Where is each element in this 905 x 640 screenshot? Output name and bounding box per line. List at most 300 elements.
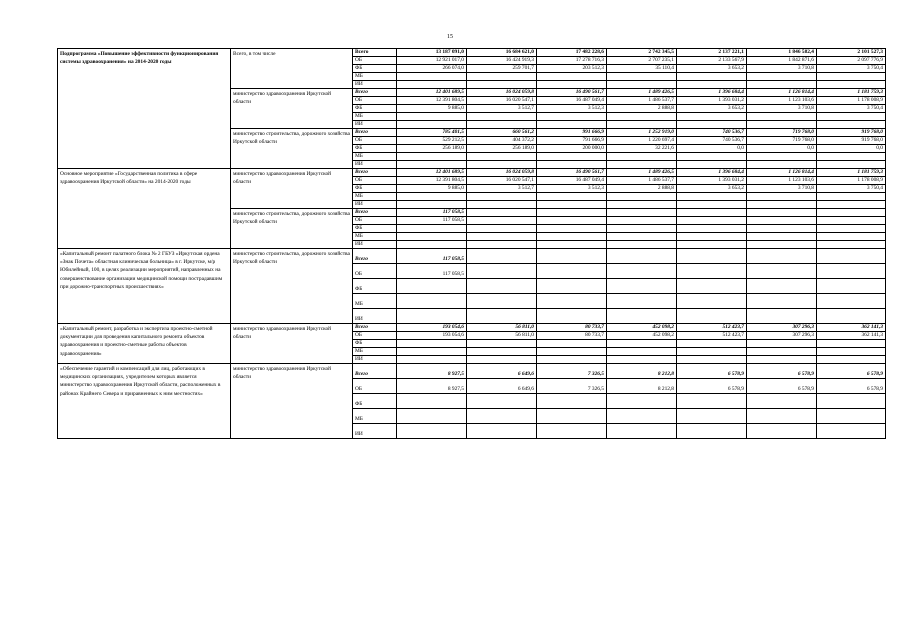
value-cell: 266 074,0: [397, 65, 467, 73]
value-cell: [537, 121, 607, 129]
value-cell: 2 133 567,9: [677, 57, 747, 65]
value-cell: [397, 233, 467, 241]
funding-source-cell: ОБ: [353, 177, 397, 185]
value-cell: 362 141,3: [817, 332, 886, 340]
table-row: [58, 169, 886, 177]
value-cell: [537, 153, 607, 161]
value-cell: [677, 217, 747, 225]
funding-source-cell: Всего: [353, 89, 397, 97]
executor-cell: министерство строительства, дорожного хозяйства Иркутской области: [231, 209, 353, 249]
value-cell: 6 578,9: [817, 379, 886, 394]
value-cell: 3 653,2: [677, 65, 747, 73]
funding-source-cell: МБ: [353, 233, 397, 241]
value-cell: 307 296,3: [747, 332, 817, 340]
value-cell: 16 684 621,0: [467, 49, 537, 57]
value-cell: 1 126 814,4: [747, 169, 817, 177]
value-cell: [747, 113, 817, 121]
value-cell: [677, 348, 747, 356]
value-cell: 8 212,8: [607, 379, 677, 394]
value-cell: [397, 340, 467, 348]
value-cell: 8 212,8: [607, 364, 677, 379]
value-cell: 12 391 804,5: [397, 177, 467, 185]
value-cell: [397, 225, 467, 233]
value-cell: [467, 394, 537, 409]
value-cell: [677, 394, 747, 409]
value-cell: [747, 225, 817, 233]
value-cell: [677, 279, 747, 294]
value-cell: [537, 309, 607, 324]
value-cell: [607, 161, 677, 169]
value-cell: [467, 121, 537, 129]
value-cell: [397, 113, 467, 121]
value-cell: [677, 233, 747, 241]
value-cell: [397, 153, 467, 161]
value-cell: [467, 309, 537, 324]
value-cell: [817, 193, 886, 201]
value-cell: 16 490 561,7: [537, 89, 607, 97]
value-cell: [747, 424, 817, 439]
value-cell: 256 189,0: [467, 145, 537, 153]
value-cell: [817, 424, 886, 439]
value-cell: [537, 241, 607, 249]
value-cell: [467, 356, 537, 364]
value-cell: [677, 121, 747, 129]
value-cell: 117 058,5: [397, 249, 467, 264]
value-cell: [607, 409, 677, 424]
value-cell: 2 101 527,3: [817, 49, 886, 57]
value-cell: [747, 348, 817, 356]
value-cell: 452 098,2: [607, 324, 677, 332]
value-cell: [817, 81, 886, 89]
value-cell: 7 326,5: [537, 379, 607, 394]
value-cell: [677, 153, 747, 161]
value-cell: 1 489 426,5: [607, 169, 677, 177]
value-cell: 362 141,3: [817, 324, 886, 332]
value-cell: [607, 424, 677, 439]
funding-source-cell: МБ: [353, 348, 397, 356]
funding-source-cell: МБ: [353, 113, 397, 121]
value-cell: [747, 294, 817, 309]
value-cell: [537, 394, 607, 409]
value-cell: [677, 264, 747, 279]
value-cell: 17 278 716,3: [537, 57, 607, 65]
funding-source-cell: МБ: [353, 73, 397, 81]
funding-source-cell: ОБ: [353, 379, 397, 394]
value-cell: [537, 113, 607, 121]
value-cell: [607, 348, 677, 356]
value-cell: [607, 249, 677, 264]
value-cell: [817, 348, 886, 356]
value-cell: 0,0: [817, 145, 886, 153]
value-cell: 3 710,8: [747, 105, 817, 113]
value-cell: [747, 201, 817, 209]
value-cell: 1 486 537,7: [607, 97, 677, 105]
funding-source-cell: МБ: [353, 153, 397, 161]
value-cell: [467, 113, 537, 121]
value-cell: 740 536,7: [677, 137, 747, 145]
funding-source-cell: ИИ: [353, 424, 397, 439]
value-cell: [607, 209, 677, 217]
value-cell: [537, 340, 607, 348]
value-cell: [537, 217, 607, 225]
value-cell: [397, 309, 467, 324]
value-cell: 1 220 697,4: [607, 137, 677, 145]
value-cell: 17 482 228,6: [537, 49, 607, 57]
value-cell: [537, 356, 607, 364]
value-cell: [537, 409, 607, 424]
funding-source-cell: ФБ: [353, 394, 397, 409]
value-cell: [607, 356, 677, 364]
funding-source-cell: Всего: [353, 169, 397, 177]
value-cell: 80 733,7: [537, 332, 607, 340]
value-cell: 6 649,6: [467, 379, 537, 394]
program-name-cell: Подпрограмма «Повышение эффективности функционирования системы здравоохранения» на 2014-2020 годы: [58, 49, 231, 169]
executor-cell: министерство строительства, дорожного хозяйства Иркутской области: [231, 249, 353, 324]
funding-source-cell: МБ: [353, 409, 397, 424]
funding-source-cell: ФБ: [353, 105, 397, 113]
value-cell: 740 536,7: [677, 129, 747, 137]
value-cell: 3 750,4: [817, 65, 886, 73]
value-cell: 16 020 547,1: [467, 97, 537, 105]
funding-source-cell: Всего: [353, 324, 397, 332]
value-cell: [817, 264, 886, 279]
value-cell: [537, 193, 607, 201]
value-cell: 12 921 017,0: [397, 57, 467, 65]
value-cell: [467, 209, 537, 217]
value-cell: 660 561,2: [467, 129, 537, 137]
value-cell: [747, 193, 817, 201]
value-cell: 200 000,0: [537, 145, 607, 153]
value-cell: [467, 249, 537, 264]
value-cell: 1 123 103,6: [747, 177, 817, 185]
value-cell: [397, 356, 467, 364]
value-cell: [397, 394, 467, 409]
funding-source-cell: Всего: [353, 129, 397, 137]
value-cell: 35 110,4: [607, 65, 677, 73]
value-cell: [677, 409, 747, 424]
value-cell: 12 391 804,5: [397, 97, 467, 105]
value-cell: 1 393 031,2: [677, 97, 747, 105]
value-cell: [677, 249, 747, 264]
value-cell: [677, 113, 747, 121]
page-number: 15: [447, 34, 453, 40]
value-cell: 6 578,9: [817, 364, 886, 379]
value-cell: 307 296,3: [747, 324, 817, 332]
value-cell: [397, 279, 467, 294]
value-cell: [677, 73, 747, 81]
value-cell: [817, 209, 886, 217]
value-cell: [537, 201, 607, 209]
value-cell: 1 396 684,4: [677, 169, 747, 177]
value-cell: 16 490 561,7: [537, 169, 607, 177]
value-cell: [817, 249, 886, 264]
value-cell: 12 401 689,5: [397, 169, 467, 177]
funding-source-cell: ФБ: [353, 65, 397, 73]
funding-source-cell: МБ: [353, 294, 397, 309]
value-cell: 719 768,0: [747, 137, 817, 145]
value-cell: [607, 113, 677, 121]
value-cell: [537, 249, 607, 264]
value-cell: [677, 201, 747, 209]
value-cell: [747, 264, 817, 279]
value-cell: [537, 348, 607, 356]
value-cell: 3 710,8: [747, 65, 817, 73]
value-cell: 3 512,7: [467, 105, 537, 113]
table-row: [58, 49, 886, 57]
value-cell: [537, 73, 607, 81]
value-cell: [467, 409, 537, 424]
value-cell: 529 212,5: [397, 137, 467, 145]
value-cell: [677, 424, 747, 439]
value-cell: [537, 279, 607, 294]
value-cell: 1 489 426,5: [607, 89, 677, 97]
table-row: [58, 324, 886, 332]
value-cell: [467, 217, 537, 225]
value-cell: [537, 264, 607, 279]
value-cell: [397, 81, 467, 89]
value-cell: 117 058,5: [397, 264, 467, 279]
value-cell: [397, 348, 467, 356]
funding-source-cell: Всего: [353, 364, 397, 379]
value-cell: 0,0: [747, 145, 817, 153]
value-cell: [677, 209, 747, 217]
value-cell: 16 020 547,1: [467, 177, 537, 185]
value-cell: 80 733,7: [537, 324, 607, 332]
value-cell: [397, 73, 467, 81]
value-cell: 1 396 684,4: [677, 89, 747, 97]
value-cell: 791 666,9: [537, 137, 607, 145]
value-cell: [677, 309, 747, 324]
value-cell: 3 653,2: [677, 185, 747, 193]
value-cell: [677, 81, 747, 89]
funding-source-cell: ФБ: [353, 225, 397, 233]
funding-source-cell: ФБ: [353, 145, 397, 153]
value-cell: [607, 153, 677, 161]
value-cell: 1 393 031,2: [677, 177, 747, 185]
value-cell: 1 126 814,4: [747, 89, 817, 97]
value-cell: [397, 424, 467, 439]
executor-cell: министерство строительства, дорожного хозяйства Иркутской области: [231, 129, 353, 169]
value-cell: 3 750,4: [817, 185, 886, 193]
value-cell: 12 401 689,5: [397, 89, 467, 97]
value-cell: [607, 201, 677, 209]
value-cell: [817, 356, 886, 364]
value-cell: 1 846 582,4: [747, 49, 817, 57]
executor-cell: министерство здравоохранения Иркутской области: [231, 169, 353, 209]
value-cell: [397, 201, 467, 209]
value-cell: [607, 394, 677, 409]
value-cell: [537, 294, 607, 309]
value-cell: [467, 340, 537, 348]
program-name-cell: «Капитальный ремонт палатного блока № 2 ГБУЗ «Иркутская ордена «Знак Почета» областная клиническая больница» в г. Иркутске, м/р Юбилейный, 100, в целях реализации мероприятий, направленных на совершенствование организации медицинской помощи пострадавшим при дорожно-транспортных происшествиях»: [58, 249, 231, 324]
value-cell: 193 054,6: [397, 324, 467, 332]
value-cell: [467, 233, 537, 241]
value-cell: 117 058,5: [397, 209, 467, 217]
value-cell: 0,0: [677, 145, 747, 153]
table-row: [58, 249, 886, 264]
executor-cell: Всего, в том числе: [231, 49, 353, 89]
value-cell: [817, 161, 886, 169]
value-cell: 7 326,5: [537, 364, 607, 379]
value-cell: [607, 217, 677, 225]
value-cell: [747, 153, 817, 161]
program-name-cell: «Капитальный ремонт, разработка и экспертиза проектно-сметной документации для проведения капитального ремонта объектов здравоохранения и проектно-сметные работы объектов здравоохранения»: [58, 324, 231, 364]
value-cell: [467, 424, 537, 439]
value-cell: 1 252 919,0: [607, 129, 677, 137]
value-cell: [817, 153, 886, 161]
value-cell: [747, 409, 817, 424]
value-cell: [467, 279, 537, 294]
value-cell: [817, 394, 886, 409]
value-cell: 6 578,9: [677, 364, 747, 379]
value-cell: [817, 233, 886, 241]
value-cell: 13 187 091,0: [397, 49, 467, 57]
value-cell: [467, 193, 537, 201]
value-cell: 512 423,7: [677, 332, 747, 340]
value-cell: [817, 121, 886, 129]
funding-source-cell: ИИ: [353, 81, 397, 89]
value-cell: 6 649,6: [467, 364, 537, 379]
value-cell: 193 054,6: [397, 332, 467, 340]
value-cell: [607, 233, 677, 241]
executor-cell: министерство здравоохранения Иркутской области: [231, 324, 353, 364]
funding-source-cell: ОБ: [353, 264, 397, 279]
funding-source-cell: ИИ: [353, 161, 397, 169]
executor-cell: министерство здравоохранения Иркутской области: [231, 364, 353, 439]
value-cell: [747, 121, 817, 129]
funding-source-cell: ОБ: [353, 332, 397, 340]
value-cell: 203 512,3: [537, 65, 607, 73]
value-cell: [467, 201, 537, 209]
value-cell: 8 927,5: [397, 379, 467, 394]
value-cell: [817, 73, 886, 81]
value-cell: [677, 241, 747, 249]
funding-source-cell: ФБ: [353, 185, 397, 193]
value-cell: 1 181 759,3: [817, 89, 886, 97]
funding-source-cell: МБ: [353, 193, 397, 201]
value-cell: [467, 264, 537, 279]
funding-source-cell: ИИ: [353, 201, 397, 209]
funding-source-cell: ОБ: [353, 217, 397, 225]
value-cell: [747, 241, 817, 249]
value-cell: [747, 161, 817, 169]
value-cell: [747, 279, 817, 294]
value-cell: [607, 279, 677, 294]
value-cell: 8 927,5: [397, 364, 467, 379]
value-cell: 16 024 059,8: [467, 169, 537, 177]
value-cell: [747, 340, 817, 348]
value-cell: 1 181 759,3: [817, 169, 886, 177]
value-cell: [607, 121, 677, 129]
value-cell: 56 811,0: [467, 332, 537, 340]
value-cell: [397, 121, 467, 129]
value-cell: [817, 309, 886, 324]
value-cell: [397, 161, 467, 169]
funding-source-cell: ФБ: [353, 279, 397, 294]
value-cell: [817, 279, 886, 294]
funding-source-cell: ИИ: [353, 309, 397, 324]
value-cell: [817, 241, 886, 249]
value-cell: [747, 217, 817, 225]
value-cell: [607, 309, 677, 324]
value-cell: 117 058,5: [397, 217, 467, 225]
value-cell: [747, 233, 817, 241]
value-cell: [677, 340, 747, 348]
value-cell: [607, 241, 677, 249]
value-cell: [677, 356, 747, 364]
funding-source-cell: ОБ: [353, 57, 397, 65]
value-cell: 919 768,0: [817, 137, 886, 145]
value-cell: [677, 161, 747, 169]
value-cell: [607, 193, 677, 201]
value-cell: 16 024 059,8: [467, 89, 537, 97]
value-cell: [817, 225, 886, 233]
value-cell: 1 123 103,6: [747, 97, 817, 105]
value-cell: [817, 217, 886, 225]
value-cell: [467, 81, 537, 89]
value-cell: 3 653,2: [677, 105, 747, 113]
value-cell: 32 221,6: [607, 145, 677, 153]
value-cell: [467, 225, 537, 233]
value-cell: 2 137 221,1: [677, 49, 747, 57]
program-name-cell: «Обеспечение гарантий и компенсаций для лиц, работающих в медицинских организациях, учредителем которых является министерство здравоохранения Иркутской области, расположенных в районах Крайнего Севера и приравненных к ним местностях»: [58, 364, 231, 439]
value-cell: 1 178 008,9: [817, 97, 886, 105]
value-cell: 256 189,0: [397, 145, 467, 153]
value-cell: [677, 294, 747, 309]
value-cell: [607, 225, 677, 233]
value-cell: [677, 225, 747, 233]
value-cell: [537, 209, 607, 217]
value-cell: [747, 73, 817, 81]
value-cell: 6 578,9: [677, 379, 747, 394]
value-cell: [467, 153, 537, 161]
value-cell: [747, 356, 817, 364]
table-row: [58, 364, 886, 379]
value-cell: [747, 249, 817, 264]
value-cell: 6 578,9: [747, 364, 817, 379]
value-cell: [817, 113, 886, 121]
value-cell: [607, 73, 677, 81]
value-cell: 16 487 049,4: [537, 97, 607, 105]
value-cell: [607, 81, 677, 89]
executor-cell: министерство здравоохранения Иркутской области: [231, 89, 353, 129]
value-cell: 512 423,7: [677, 324, 747, 332]
value-cell: 3 512,3: [537, 105, 607, 113]
value-cell: [397, 241, 467, 249]
value-cell: [747, 81, 817, 89]
value-cell: [467, 161, 537, 169]
value-cell: [537, 233, 607, 241]
value-cell: 3 710,8: [747, 185, 817, 193]
value-cell: 16 487 049,4: [537, 177, 607, 185]
value-cell: [817, 201, 886, 209]
funding-source-cell: ИИ: [353, 356, 397, 364]
value-cell: 991 666,9: [537, 129, 607, 137]
value-cell: [537, 161, 607, 169]
value-cell: 2 742 345,5: [607, 49, 677, 57]
funding-source-cell: ФБ: [353, 340, 397, 348]
funding-source-cell: ИИ: [353, 121, 397, 129]
value-cell: 9 885,0: [397, 185, 467, 193]
value-cell: 16 424 919,3: [467, 57, 537, 65]
value-cell: 2 888,8: [607, 105, 677, 113]
value-cell: [747, 309, 817, 324]
value-cell: [537, 225, 607, 233]
funding-source-cell: Всего: [353, 49, 397, 57]
value-cell: [537, 81, 607, 89]
value-cell: 719 768,0: [747, 129, 817, 137]
value-cell: 1 178 008,9: [817, 177, 886, 185]
